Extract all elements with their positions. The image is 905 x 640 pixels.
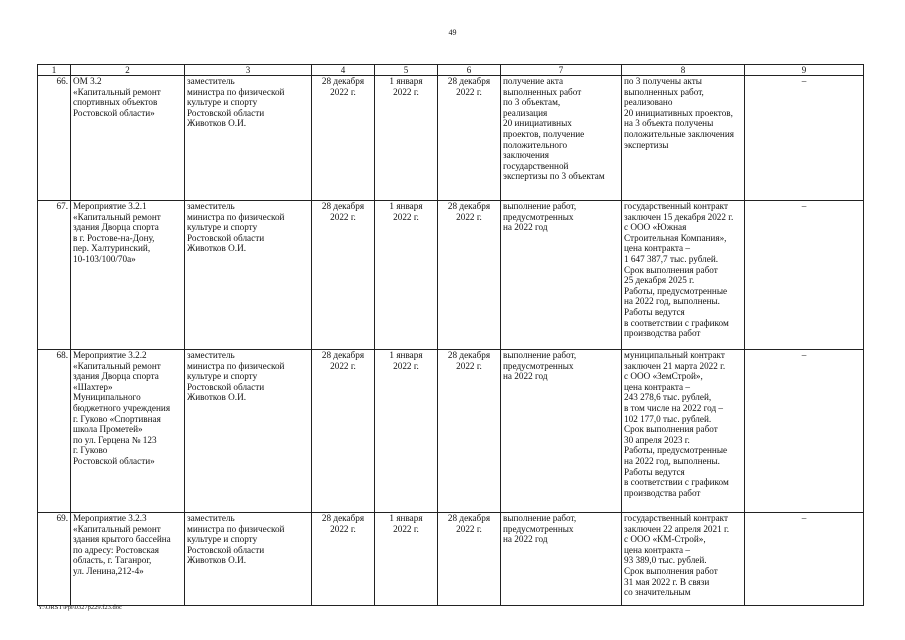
row-number: 67. [38,201,71,350]
plan-start-date: 28 декабря 2022 г. [312,350,375,513]
expected-result: выполнение работ, предусмотренных на 2022 год [501,513,622,606]
actual-result: по 3 получены акты выполненных работ, реализовано 20 инициативных проектов, на 3 объекта получены положительные заключения экспертизы [622,76,745,201]
header-cell-5: 5 [375,65,438,76]
header-cell-8: 8 [622,65,745,76]
table-row [38,513,864,606]
header-cell-7: 7 [501,65,622,76]
plan-end-date: 1 января 2022 г. [375,350,438,513]
header-cell-4: 4 [312,65,375,76]
notes: – [745,513,864,606]
report-table [37,64,864,606]
expected-result: выполнение работ, предусмотренных на 2022 год [501,201,622,350]
responsible-person: заместитель министра по физической культуре и спорту Ростовской области Животков О.И. [185,350,312,513]
notes: – [745,350,864,513]
expected-result: получение акта выполненных работ по 3 объектам, реализация 20 инициативных проектов, получение положительного заключения государственной экспертизы по 3 объектам [501,76,622,201]
header-cell-3: 3 [185,65,312,76]
header-cell-6: 6 [438,65,501,76]
responsible-person: заместитель министра по физической культуре и спорту Ростовской области Животков О.И. [185,76,312,201]
header-cell-9: 9 [745,65,864,76]
table-row [38,201,864,350]
actual-result: государственный контракт заключен 22 апреля 2021 г. с ООО «КМ-Строй», цена контракта – 93 389,0 тыс. рублей. Срок выполнения работ 31 мая 2022 г. В связи со значительным [622,513,745,606]
table-row [38,350,864,513]
event-name: Мероприятие 3.2.3 «Капитальный ремонт здания крытого бассейна по адресу: Ростовская область, г. Таганрог, ул. Ленина,212-4» [71,513,185,606]
notes: – [745,201,864,350]
row-number: 66. [38,76,71,201]
fact-date: 28 декабря 2022 г. [438,76,501,201]
row-number: 69. [38,513,71,606]
responsible-person: заместитель министра по физической культуре и спорту Ростовской области Животков О.И. [185,513,312,606]
event-name: Мероприятие 3.2.1 «Капитальный ремонт здания Дворца спорта в г. Ростове-на-Дону, пер. Халтуринский, 10-103/100/70а» [71,201,185,350]
page-number: 49 [448,28,457,37]
responsible-person: заместитель министра по физической культуре и спорту Ростовской области Животков О.И. [185,201,312,350]
plan-end-date: 1 января 2022 г. [375,513,438,606]
header-cell-1: 1 [38,65,71,76]
header-row [38,65,864,76]
fact-date: 28 декабря 2022 г. [438,350,501,513]
plan-start-date: 28 декабря 2022 г. [312,76,375,201]
plan-end-date: 1 января 2022 г. [375,76,438,201]
fact-date: 28 декабря 2022 г. [438,513,501,606]
footer-file-path: Y:\ORST\Ppi\0327p229.f23.doc [38,604,122,611]
plan-end-date: 1 января 2022 г. [375,201,438,350]
fact-date: 28 декабря 2022 г. [438,201,501,350]
actual-result: государственный контракт заключен 15 декабря 2022 г. с ООО «Южная Строительная Компания», цена контракта – 1 647 387,7 тыс. рублей. Срок выполнения работ 25 декабря 2025 г. Работы, предусмотренные на 2022 год, выполнены. Работы ведутся в соответствии с графиком производства работ [622,201,745,350]
plan-start-date: 28 декабря 2022 г. [312,513,375,606]
header-cell-2: 2 [71,65,185,76]
row-number: 68. [38,350,71,513]
notes: – [745,76,864,201]
event-name: Мероприятие 3.2.2 «Капитальный ремонт здания Дворца спорта «Шахтер» Муниципального бюджетного учреждения г. Гуково «Спортивная школа Прометей» по ул. Герцена № 123 г. Гуково Ростовской области» [71,350,185,513]
actual-result: муниципальный контракт заключен 21 марта 2022 г. с ООО «ЗемСтрой», цена контракта – 243 278,6 тыс. рублей, в том числе на 2022 год – 102 177,0 тыс. рублей. Срок выполнения работ 30 апреля 2023 г. Работы, предусмотренные на 2022 год, выполнены. Работы ведутся в соответствии с графиком производства работ [622,350,745,513]
table-row [38,76,864,201]
event-name: ОМ 3.2 «Капитальный ремонт спортивных объектов Ростовской области» [71,76,185,201]
plan-start-date: 28 декабря 2022 г. [312,201,375,350]
expected-result: выполнение работ, предусмотренных на 2022 год [501,350,622,513]
